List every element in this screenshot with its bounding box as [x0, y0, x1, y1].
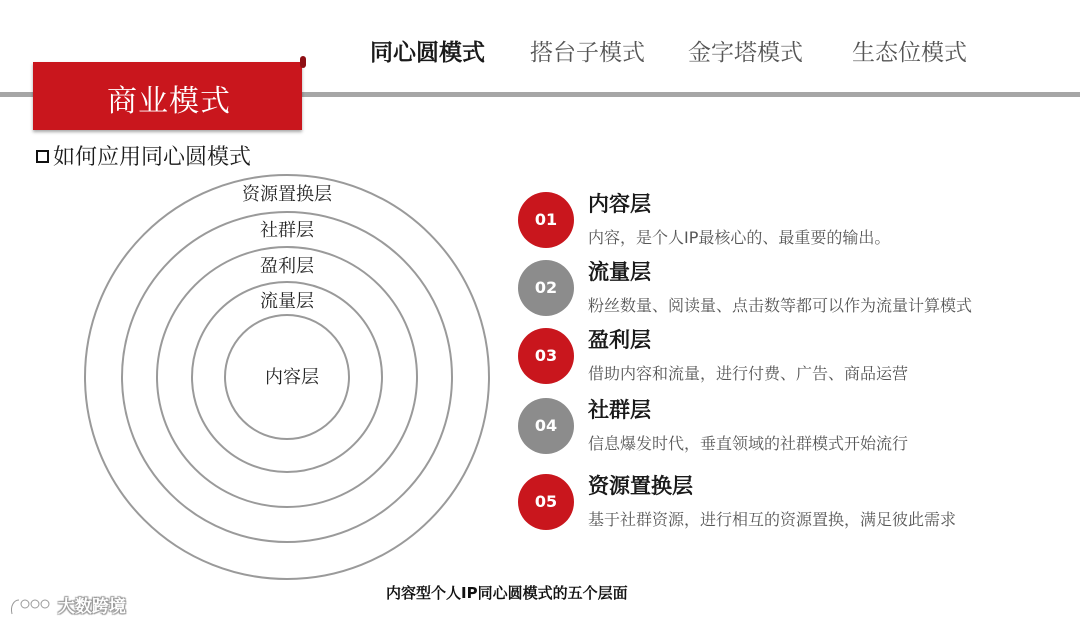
layer-description: 基于社群资源，进行相互的资源置换，满足彼此需求 [588, 510, 957, 529]
ring-label-profit: 盈利层 [260, 256, 314, 277]
layer-description: 内容，是个人IP最核心的、最重要的输出。 [588, 228, 891, 247]
tab-concentric-circle[interactable]: 同心圆模式 [370, 40, 485, 66]
tab-ecological-niche[interactable]: 生态位模式 [852, 40, 967, 66]
layer-description: 借助内容和流量，进行付费、广告、商品运营 [588, 364, 909, 383]
number-badge: 01 [518, 192, 574, 248]
layer-title: 资源置换层 [588, 474, 693, 498]
watermark [8, 592, 126, 618]
watermark-logo-icon [8, 596, 52, 618]
layer-item-traffic [518, 260, 1058, 334]
layer-item-community [518, 398, 1058, 472]
number-badge: 04 [518, 398, 574, 454]
layer-item-content [518, 192, 1058, 266]
number-badge: 02 [518, 260, 574, 316]
layer-description: 粉丝数量、阅读量、点击数等都可以作为流量计算模式 [588, 296, 973, 315]
diagram-caption: 内容型个人IP同心圆模式的五个层面 [386, 584, 628, 602]
watermark-text: 大数跨境 [57, 597, 126, 617]
tab-platform[interactable]: 搭台子模式 [530, 40, 645, 66]
concentric-circle-diagram [0, 0, 520, 600]
layer-title: 盈利层 [588, 328, 651, 352]
ring-label-community: 社群层 [260, 220, 314, 241]
layer-description: 信息爆发时代，垂直领域的社群模式开始流行 [588, 434, 909, 453]
number-badge: 05 [518, 474, 574, 530]
layer-title: 社群层 [588, 398, 651, 422]
layer-title: 内容层 [588, 192, 651, 216]
layer-item-resource-exchange [518, 474, 1058, 548]
layer-title: 流量层 [588, 260, 651, 284]
ring-label-content: 内容层 [265, 367, 319, 388]
ring-label-traffic: 流量层 [260, 291, 314, 312]
section-subtitle-text: 如何应用同心圆模式 [53, 145, 252, 170]
layer-item-profit [518, 328, 1058, 402]
page-title: 商业模式 [107, 84, 231, 119]
ring-label-resource-exchange: 资源置换层 [242, 184, 332, 205]
tab-pyramid[interactable]: 金字塔模式 [688, 40, 803, 66]
number-badge: 03 [518, 328, 574, 384]
